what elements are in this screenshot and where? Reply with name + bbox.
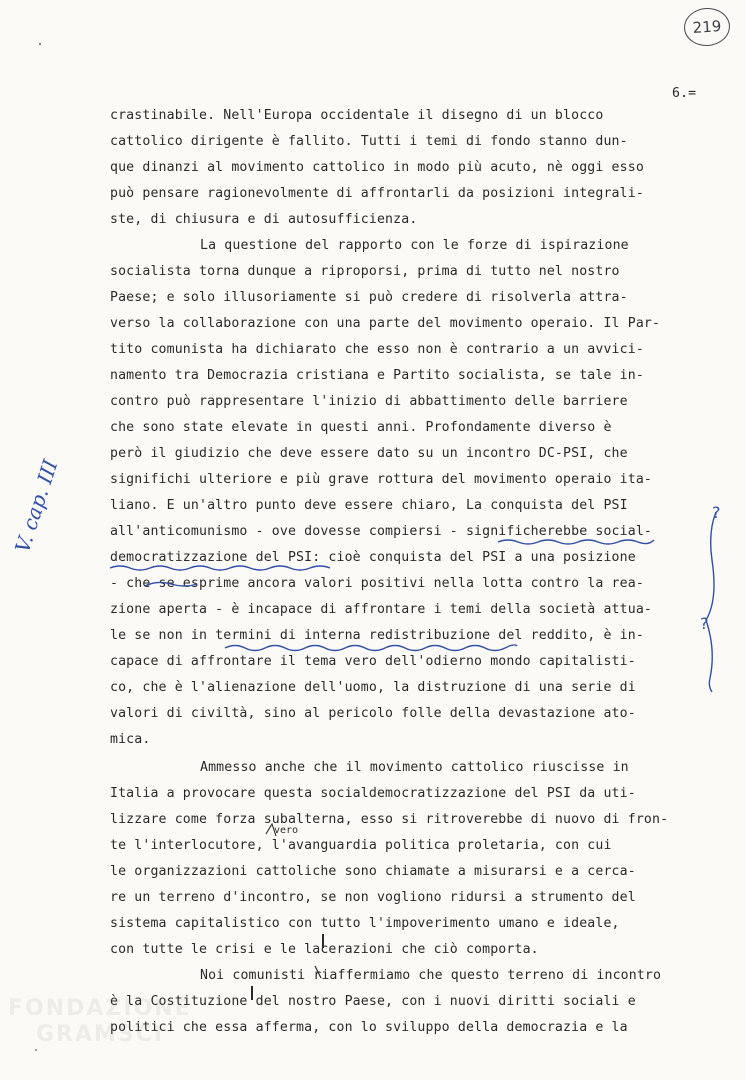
text-line: La questione del rapporto con le forze di ispirazione xyxy=(200,238,629,253)
wavy-underline xyxy=(110,566,330,570)
text-line: lizzare come forza subalterna, esso si ritroverebbe di nuovo di fron- xyxy=(110,812,669,827)
wavy-underline xyxy=(225,645,517,651)
text-line: contro può rappresentare l'inizio di abbattimento delle barriere xyxy=(110,394,628,409)
text-line: - che se esprime ancora valori positivi nella lotta contro la rea- xyxy=(110,576,644,591)
text-line: le se non in termini di interna redistribuzione del reddito, è in- xyxy=(110,628,644,643)
interline-insertion: vero xyxy=(274,825,299,836)
text-line: te l'interlocutore, l'avanguardia politica proletaria, con cui xyxy=(110,838,612,853)
text-line: namento tra Democrazia cristiana e Partito socialista, se tale in- xyxy=(110,368,644,383)
text-line: può pensare ragionevolmente di affrontarli da posizioni integrali- xyxy=(110,186,644,201)
text-line: tito comunista ha dichiarato che esso non è contrario a un avvici- xyxy=(110,342,644,357)
text-line: però il giudizio che deve essere dato su un incontro DC-PSI, che xyxy=(110,446,628,461)
text-line: Paese; e solo illusoriamente si può credere di risolverla attra- xyxy=(110,290,628,305)
wavy-underline xyxy=(498,540,654,544)
text-line: ste, di chiusura e di autosufficienza. xyxy=(110,212,418,227)
paper-speck xyxy=(39,43,41,45)
archive-number: 219 xyxy=(683,6,732,47)
text-line: significhi ulteriore e più grave rottura del movimento operaio ita- xyxy=(110,472,652,487)
watermark: FONDAZIONE GRAMSCI xyxy=(8,996,192,1047)
text-line: socialista torna dunque a riproporsi, prima di tutto nel nostro xyxy=(110,264,620,279)
text-line: Noi comunisti riaffermiamo che questo terreno di incontro xyxy=(200,968,662,983)
text-line: valori di civiltà, sino al pericolo folle della devastazione ato- xyxy=(110,706,636,721)
text-line: che sono state elevate in questi anni. Profondamente diverso è xyxy=(110,420,612,435)
text-line: verso la collaborazione con una parte del movimento operaio. Il Par- xyxy=(110,316,661,331)
text-line: le organizzazioni cattoliche sono chiamate a misurarsi e a cerca- xyxy=(110,864,636,879)
text-line: Ammesso anche che il movimento cattolico riuscisse in xyxy=(200,760,629,775)
text-line: sistema capitalistico con tutto l'impoverimento umano e ideale, xyxy=(110,916,620,931)
text-line: liano. E un'altro punto deve essere chiaro, La conquista del PSI xyxy=(110,498,628,513)
text-line: con tutte le crisi e le lacerazioni che ciò comporta. xyxy=(110,942,539,957)
text-line: democratizzazione del PSI: cioè conquista del PSI a una posizione xyxy=(110,550,636,565)
paper-speck xyxy=(35,1049,37,1051)
margin-question-mark: ? xyxy=(700,614,709,633)
text-line: mica. xyxy=(110,732,151,747)
text-line: è la Costituzione del nostro Paese, con i nuovi diritti sociali e xyxy=(110,994,636,1009)
text-line: zione aperta - è incapace di affrontare i temi della società attua- xyxy=(110,602,652,617)
text-line: politici che essa afferma, con lo sviluppo della democrazia e la xyxy=(110,1020,628,1035)
page-number: 6.= xyxy=(672,86,697,101)
text-line: co, che è l'alienazione dell'uomo, la distruzione di una serie di xyxy=(110,680,636,695)
margin-question-mark: ? xyxy=(712,503,721,522)
text-line: cattolico dirigente è fallito. Tutti i temi di fondo stanno dun- xyxy=(110,134,628,149)
margin-annotation: V. cap. III xyxy=(10,456,63,556)
text-line: capace di affrontare il tema vero dell'odierno mondo capitalisti- xyxy=(110,654,636,669)
text-line: re un terreno d'incontro, se non vogliono ridursi a strumento del xyxy=(110,890,636,905)
text-line: Italia a provocare questa socialdemocratizzazione del PSI da uti- xyxy=(110,786,636,801)
text-line: que dinanzi al movimento cattolico in modo più acuto, nè oggi esso xyxy=(110,160,644,175)
margin-bracket xyxy=(706,512,716,692)
text-line: all'anticomunismo - ove dovesse compiersi - significherebbe social- xyxy=(110,524,652,539)
text-line: crastinabile. Nell'Europa occidentale il disegno di un blocco xyxy=(110,108,604,123)
